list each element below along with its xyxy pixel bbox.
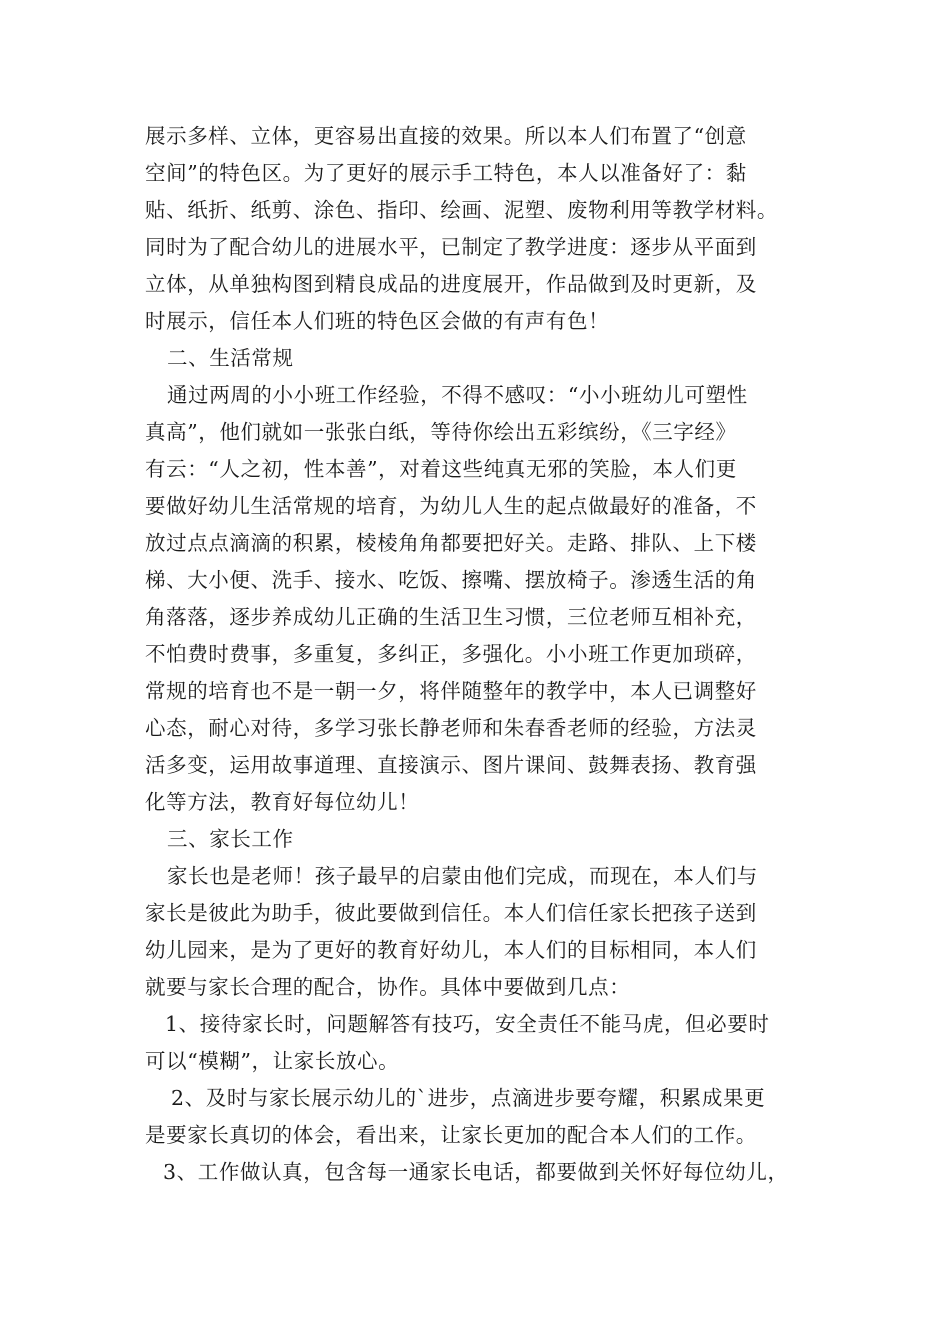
section-heading: 二、生活常规	[167, 346, 294, 370]
text-line: 家长也是老师！孩子最早的启蒙由他们完成，而现在，本人们与	[167, 864, 758, 888]
text-line: 空间”的特色区。为了更好的展示手工特色，本人以准备好了：黏	[145, 161, 747, 185]
document-body	[145, 118, 825, 1191]
text-line: 真高”，他们就如一张张白纸，等待你绘出五彩缤纷，《三字经》	[145, 420, 737, 444]
text-line: 就要与家长合理的配合，协作。具体中要做到几点：	[145, 975, 631, 999]
text-line: 有云：“人之初，性本善”，对着这些纯真无邪的笑脸，本人们更	[145, 457, 737, 481]
text-line: 立体，从单独构图到精良成品的进度展开，作品做到及时更新，及	[145, 272, 757, 296]
text-line: 要做好幼儿生活常规的培育，为幼儿人生的起点做最好的准备，不	[145, 494, 757, 518]
text-line: 可以“模糊”，让家长放心。	[145, 1049, 400, 1073]
text-line: 心态，耐心对待，多学习张长静老师和朱春香老师的经验，方法灵	[145, 716, 757, 740]
text-line: 是要家长真切的体会，看出来，让家长更加的配合本人们的工作。	[145, 1123, 757, 1147]
text-line: 梯、大小便、洗手、接水、吃饭、擦嘴、摆放椅子。渗透生活的角	[145, 568, 757, 592]
text-line: 放过点点滴滴的积累，棱棱角角都要把好关。走路、排队、上下楼	[145, 531, 757, 555]
list-item: 2、及时与家长展示幼儿的`进步，点滴进步要夸耀，积累成果更	[171, 1086, 766, 1110]
text-line: 活多变，运用故事道理、直接演示、图片课间、鼓舞表扬、教育强	[145, 753, 757, 777]
text-line: 幼儿园来，是为了更好的教育好幼儿，本人们的目标相同，本人们	[145, 938, 757, 962]
text-line: 时展示，信任本人们班的特色区会做的有声有色！	[145, 309, 610, 333]
section-heading: 三、家长工作	[167, 827, 294, 851]
list-item: 3、工作做认真，包含每一通家长电话，都要做到关怀好每位幼儿，	[163, 1160, 789, 1184]
text-line: 家长是彼此为助手，彼此要做到信任。本人们信任家长把孩子送到	[145, 901, 757, 925]
text-line: 常规的培育也不是一朝一夕，将伴随整年的教学中，本人已调整好	[145, 679, 757, 703]
text-line: 角落落，逐步养成幼儿正确的生活卫生习惯，三位老师互相补充，	[145, 605, 757, 629]
text-line: 贴、纸折、纸剪、涂色、指印、绘画、泥塑、废物利用等教学材料。	[145, 198, 778, 222]
text-line: 展示多样、立体，更容易出直接的效果。所以本人们布置了“创意	[145, 124, 747, 148]
text-line: 化等方法，教育好每位幼儿！	[145, 790, 420, 814]
list-item: 1、接待家长时，问题解答有技巧，安全责任不能马虎，但必要时	[165, 1012, 770, 1036]
text-line: 同时为了配合幼儿的进展水平，已制定了教学进度：逐步从平面到	[145, 235, 757, 259]
text-line: 通过两周的小小班工作经验，不得不感叹：“小小班幼儿可塑性	[167, 383, 748, 407]
text-line: 不怕费时费事，多重复，多纠正，多强化。小小班工作更加琐碎，	[145, 642, 757, 666]
